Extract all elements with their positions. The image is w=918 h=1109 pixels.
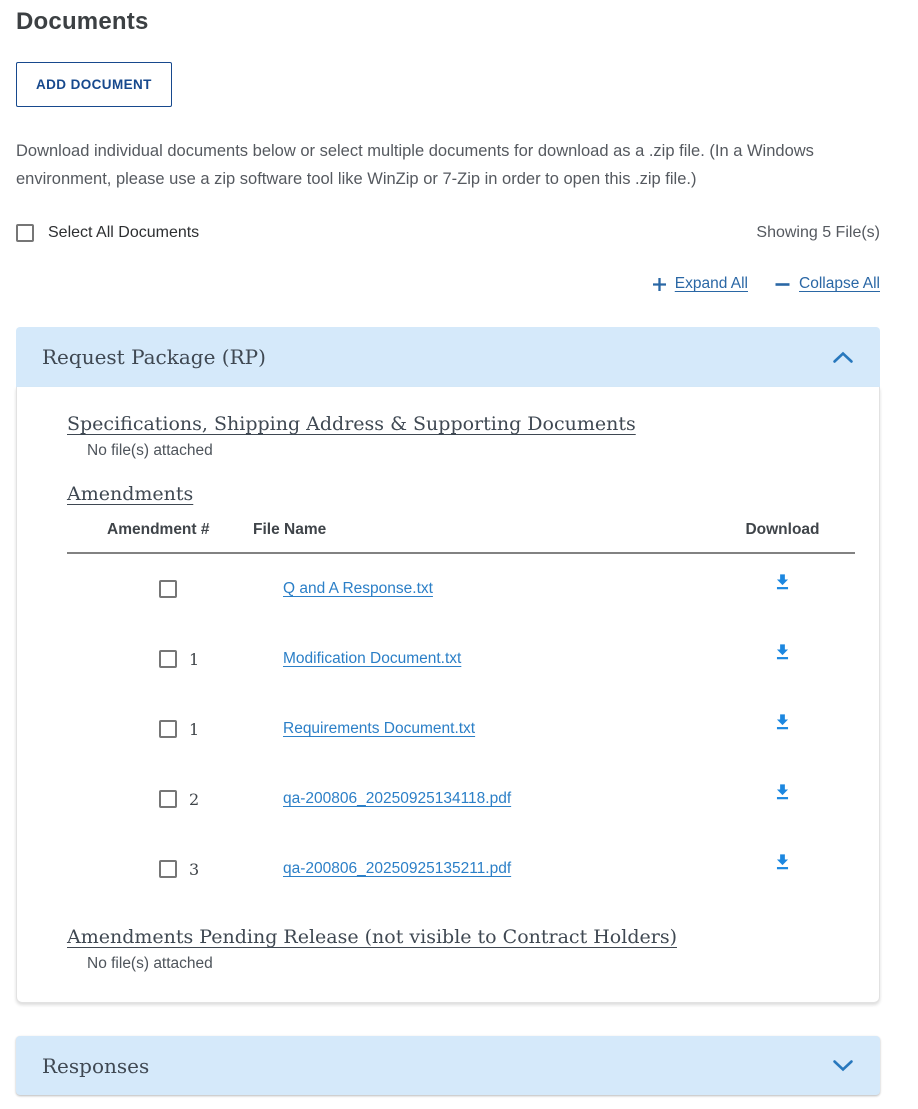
amendment-cell	[67, 650, 253, 669]
select-all-label: Select All Documents	[48, 224, 200, 241]
expand-collapse-row	[16, 275, 880, 293]
amendment-cell	[67, 720, 253, 739]
amendment-number: 1	[189, 719, 200, 739]
table-row	[67, 554, 855, 624]
download-button[interactable]	[771, 780, 794, 806]
column-header-file-name: File Name	[253, 521, 327, 538]
row-checkbox[interactable]	[159, 580, 177, 598]
download-cell	[710, 576, 855, 602]
amendment-cell	[67, 580, 253, 598]
download-instructions-text: Download individual documents below or select multiple documents for download as a .zip file. (In a Windows environment, please use a zip software tool like WinZip or 7-Zip in order to open this .zip file.)	[16, 142, 814, 188]
minus-icon	[774, 277, 791, 292]
amendments-table	[67, 521, 855, 904]
responses-panel-header[interactable]	[16, 1036, 880, 1095]
amendment-number: 2	[189, 789, 200, 809]
file-link[interactable]: Q and A Response.txt	[283, 580, 433, 597]
amendment-cell	[67, 860, 253, 879]
file-link[interactable]: Requirements Document.txt	[283, 720, 476, 737]
row-checkbox[interactable]	[159, 720, 177, 738]
download-icon	[773, 642, 792, 661]
page-title: Documents	[16, 8, 149, 35]
file-name-cell	[253, 580, 710, 598]
amendments-table-body	[67, 554, 855, 904]
specifications-section-heading: Specifications, Shipping Address & Supporting Documents	[67, 413, 636, 435]
download-button[interactable]	[771, 710, 794, 736]
download-cell	[710, 646, 855, 672]
pending-release-section-heading: Amendments Pending Release (not visible to Contract Holders)	[67, 926, 677, 948]
file-name-cell	[253, 650, 710, 668]
pending-release-empty-text: No file(s) attached	[87, 955, 213, 972]
request-package-panel-header[interactable]	[16, 327, 880, 387]
download-icon	[773, 712, 792, 731]
download-cell	[710, 856, 855, 882]
file-name-cell	[253, 790, 710, 808]
column-header-amendment: Amendment #	[107, 521, 210, 538]
responses-panel	[16, 1036, 880, 1095]
plus-icon	[652, 277, 667, 292]
download-button[interactable]	[771, 570, 794, 596]
amendment-number: 1	[189, 649, 200, 669]
request-package-panel	[16, 327, 880, 1003]
download-cell	[710, 786, 855, 812]
responses-panel-title: Responses	[42, 1053, 150, 1078]
file-name-cell	[253, 860, 710, 878]
table-row	[67, 694, 855, 764]
download-icon	[773, 572, 792, 591]
download-button[interactable]	[771, 640, 794, 666]
chevron-up-icon[interactable]	[832, 350, 854, 364]
file-name-cell	[253, 720, 710, 738]
expand-all-link[interactable]	[652, 275, 748, 293]
table-row	[67, 764, 855, 834]
chevron-down-icon[interactable]	[832, 1059, 854, 1073]
file-link[interactable]: qa-200806_20250925135211.pdf	[283, 860, 512, 877]
add-document-button[interactable]: ADD DOCUMENT	[16, 62, 172, 107]
row-checkbox[interactable]	[159, 650, 177, 668]
request-package-panel-body	[16, 387, 880, 1003]
amendment-cell	[67, 790, 253, 809]
amendments-section-heading: Amendments	[67, 483, 194, 505]
specifications-empty-text: No file(s) attached	[87, 442, 213, 459]
table-row	[67, 834, 855, 904]
amendment-number: 3	[189, 859, 200, 879]
file-link[interactable]: qa-200806_20250925134118.pdf	[283, 790, 512, 807]
download-icon	[773, 782, 792, 801]
collapse-all-link[interactable]	[774, 275, 880, 293]
collapse-all-label: Collapse All	[799, 275, 880, 292]
download-icon	[773, 852, 792, 871]
select-all-documents[interactable]	[16, 224, 199, 242]
row-checkbox[interactable]	[159, 860, 177, 878]
row-checkbox[interactable]	[159, 790, 177, 808]
request-package-panel-title: Request Package (RP)	[42, 345, 266, 369]
select-all-row	[16, 224, 880, 242]
download-cell	[710, 716, 855, 742]
download-button[interactable]	[771, 850, 794, 876]
showing-files-count: Showing 5 File(s)	[756, 224, 880, 241]
table-row	[67, 624, 855, 694]
select-all-checkbox[interactable]	[16, 224, 34, 242]
column-header-download: Download	[745, 521, 820, 538]
expand-all-label: Expand All	[674, 275, 748, 292]
file-link[interactable]: Modification Document.txt	[283, 650, 462, 667]
amendments-table-header	[67, 521, 855, 554]
